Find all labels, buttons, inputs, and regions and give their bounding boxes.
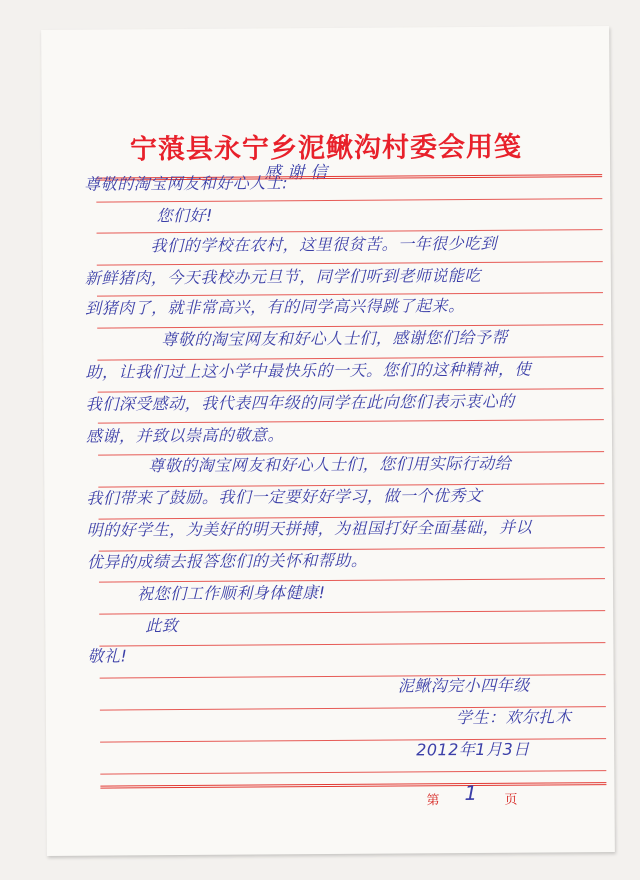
footer-rule [100, 782, 606, 789]
body-line: 感谢，并致以崇高的敬意。 [85, 425, 285, 446]
closing-wish: 祝您们工作顺利身体健康! [136, 583, 326, 604]
body-line: 我们带来了鼓励。我们一定要好好学习，做一个优秀文 [86, 485, 483, 508]
letter-sheet [41, 26, 615, 856]
body-line: 到猪肉了，就非常高兴，有的同学高兴得跳了起来。 [85, 296, 465, 318]
ruled-line [100, 770, 606, 775]
closing-cizhi: 此致 [145, 616, 179, 636]
ruled-line [100, 738, 606, 743]
body-line: 优异的成绩去报答您们的关怀和帮助。 [86, 550, 368, 572]
footer-prefix: 第 [426, 793, 440, 809]
closing-jingli: 敬礼! [87, 646, 128, 666]
footer-page-number: 1 [464, 780, 478, 806]
body-line: 助，让我们过上这小学中最快乐的一天。您们的这种精神，使 [85, 359, 532, 382]
body-line: 尊敬的淘宝网友和好心人士们，您们用实际行动给 [148, 453, 512, 476]
signature-school: 泥鳅沟完小四年级 [397, 675, 530, 696]
signature-student: 学生：欢尔扎木 [455, 707, 572, 728]
body-line: 我们深受感动，我代表四年级的同学在此向您们表示衷心的 [85, 391, 515, 414]
body-line: 新鲜猪肉，今天我校办元旦节，同学们听到老师说能吃 [84, 265, 481, 288]
body-line: 尊敬的淘宝网友和好心人士们，感谢您们给予帮 [161, 327, 508, 350]
letter-salutation: 尊敬的淘宝网友和好心人士: [84, 173, 289, 194]
letter-greeting: 您们好! [156, 205, 213, 226]
footer-suffix: 页 [504, 792, 518, 808]
letter-date: 2012年1月3日 [416, 739, 530, 760]
letter-title: 感谢信 [264, 162, 334, 184]
body-line: 明的好学生，为美好的明天拼搏，为祖国打好全面基础，并以 [86, 517, 533, 540]
letterhead-title: 宁蒗县永宁乡泥鳅沟村委会用笺 [129, 131, 523, 166]
ruled-line [99, 642, 605, 647]
body-line: 我们的学校在农村，这里很贫苦。一年很少吃到 [150, 233, 498, 256]
ruled-line [100, 674, 606, 679]
ruled-line [96, 198, 602, 203]
